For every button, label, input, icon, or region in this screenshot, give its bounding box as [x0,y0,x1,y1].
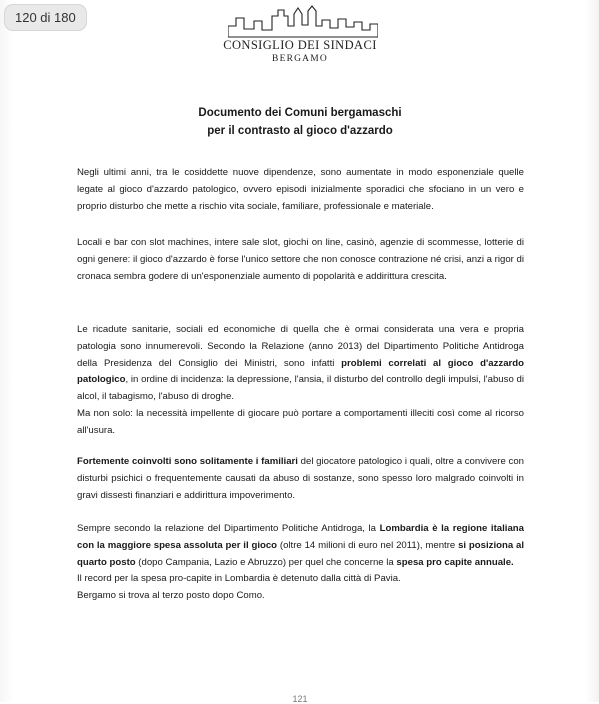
text-segment: (dopo Campania, Lazio e Abruzzo) per quel che concerne la [135,556,397,568]
paragraph-5 [77,521,524,605]
text-segment: Il record per la spesa pro-capite in Lombardia è detenuto dalla città di Pavia. [77,573,401,585]
paragraph-4 [77,454,524,504]
bold-text-segment: spesa pro capite annuale. [396,556,514,568]
bold-text-segment: si posiziona al quarto posto [77,539,525,568]
document-title-line-1: Documento dei Comuni bergamaschi [198,107,402,119]
text-segment: Le ricadute sanitarie, sociali ed economiche di quella che è ormai considerata una vera e propria patologia sono innumerevoli. Secondo la Relazione (anno 2013) del Dipartimento Politiche Antidroga della Presidenza del Consiglio dei Ministri, sono infatti [77,324,524,369]
text-segment: Ma non solo: la necessità impellente di giocare può portare a comportamenti illeciti così come al ricorso all'usura. [77,407,524,436]
organization-name: CONSIGLIO DEI SINDACI [223,38,377,52]
page-number: 121 [292,694,308,704]
paragraph-2 [77,235,524,285]
text-segment: Locali e bar con slot machines, intere sale slot, giochi on line, casinò, agenzie di scommesse, lotterie di ogni genere: il gioco d'azzardo è forse l'unico settore che non conosce contrazione né crisi, anzi a rigor di cronaca sembra godere di un'esponenziale aumento di popolarità e addirittura crescita. [77,237,524,282]
page-counter-badge: 120 di 180 [4,4,87,31]
text-segment: Sempre secondo la relazione del Dipartimento Politiche Antidroga, la [77,523,380,534]
city-skyline-logo-icon [228,4,378,38]
organization-city: BERGAMO [272,54,328,64]
bold-text-segment: Lombardia è la regione italiana con la maggiore spesa assoluta per il gioco [77,523,524,551]
text-segment: Bergamo si trova al terzo posto dopo Como. [77,590,265,602]
text-segment: Negli ultimi anni, tra le cosiddette nuove dipendenze, sono aumentate in modo esponenziale quelle legate al gioco d'azzardo patologico, ovvero episodi inizialmente sporadici che sfociano in un vero e proprio disturbo che mette a rischio vita sociale, familiare, professionale e materiale. [77,167,524,212]
document-title [100,104,500,140]
text-segment: del giocatore patologico i quali, oltre a convivere con disturbi psichici o frequentemente causati da abuso di sostanze, sono spesso loro malgrado coinvolti in gravi dissesti finanziari e addirittura impoverimento. [77,456,524,501]
bold-text-segment: Fortemente coinvolti sono solitamente i familiari [77,456,298,467]
paragraph-3 [77,322,524,440]
bold-text-segment: problemi correlati al gioco d'azzardo patologico [77,357,524,386]
paragraph-1 [77,165,524,215]
text-segment: , in ordine di incidenza: la depressione, l'ansia, il disturbo del controllo degli impulsi, l'abuso di alcol, il tabagismo, l'abuso di droghe. [77,374,524,403]
text-segment: (oltre 14 milioni di euro nel 2011), mentre [277,539,459,551]
document-title-line-2: per il contrasto al gioco d'azzardo [207,125,393,137]
